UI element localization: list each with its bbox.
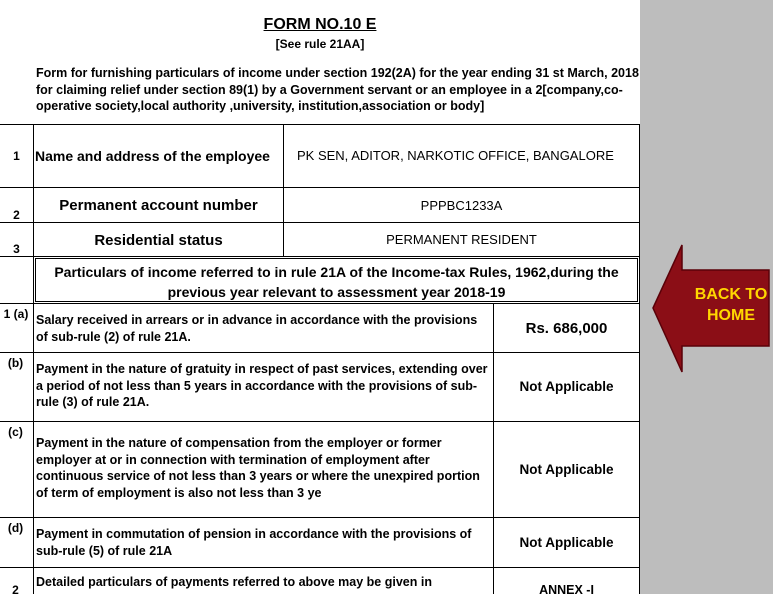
item-d-number-cell xyxy=(0,517,34,568)
row-1-number: 1 xyxy=(13,149,20,163)
form-subtitle: [See rule 21AA] xyxy=(275,37,365,51)
row-2-number: 2 xyxy=(13,208,20,222)
row-3-value-cell[interactable] xyxy=(283,222,640,257)
back-to-home-button[interactable] xyxy=(652,244,770,374)
item-b-description: Payment in the nature of gratuity in respect of past services, extending over a period of not less than 5 years in accordance with the provisions of sub-rule (3) of rule 21A. xyxy=(36,362,488,409)
item-c-value-cell[interactable] xyxy=(493,421,640,518)
particulars-heading-cell xyxy=(33,256,640,304)
row-3-number: 3 xyxy=(13,242,20,256)
row-2-label-cell xyxy=(33,187,284,223)
particulars-heading: Particulars of income referred to in rule 21A of the Income-tax Rules, 1962,during the previous year relevant to assessment year 2018-19 xyxy=(54,264,619,300)
item-d-description: Payment in commutation of pension in accordance with the provisions of sub-rule (5) of rule 21A xyxy=(36,527,472,558)
item-c-number-cell xyxy=(0,421,34,518)
gratuity-status: Not Applicable xyxy=(519,379,614,394)
residential-status-label: Residential status xyxy=(94,232,223,249)
item-a-desc-cell xyxy=(33,303,494,353)
item-a-value-cell[interactable] xyxy=(493,303,640,353)
employee-name-label: Name and address of the employee xyxy=(35,148,270,164)
item-b-value-cell[interactable] xyxy=(493,352,640,422)
compensation-status: Not Applicable xyxy=(519,462,614,477)
item-d-number: (d) xyxy=(7,521,24,535)
home-line: HOME xyxy=(707,307,755,324)
residential-status-value: PERMANENT RESIDENT xyxy=(386,232,537,247)
pan-label: Permanent account number xyxy=(59,197,258,214)
item-d-value-cell[interactable] xyxy=(493,517,640,568)
item-d-desc-cell xyxy=(33,517,494,568)
item-2-value-cell[interactable] xyxy=(493,567,640,594)
row-1-number-cell xyxy=(0,124,34,188)
item-b-desc-cell xyxy=(33,352,494,422)
item-2-description: Detailed particulars of payments referred to above may be given in xyxy=(36,575,432,589)
item-2-number: 2 xyxy=(12,583,19,594)
back-to-home-label xyxy=(688,284,773,326)
row-1-value-cell[interactable] xyxy=(283,124,640,188)
employee-name-value: PK SEN, ADITOR, NARKOTIC OFFICE, BANGALORE xyxy=(297,148,614,163)
pan-value: PPPBC1233A xyxy=(420,198,503,213)
row-1-label-cell xyxy=(33,124,284,188)
item-a-number: 1 (a) xyxy=(3,307,29,321)
row-2-value-cell[interactable] xyxy=(283,187,640,223)
item-a-description: Salary received in arrears or in advance in accordance with the provisions of sub-rule (2) of rule 21A. xyxy=(36,313,478,344)
heading-number-cell xyxy=(0,256,34,304)
annex-reference: ANNEX -I xyxy=(539,583,594,594)
form-title: FORM NO.10 E xyxy=(263,16,377,33)
arrears-amount: Rs. 686,000 xyxy=(525,320,608,337)
item-c-description: Payment in the nature of compensation from the employer or former employer at or in connection with termination of employment after continuous service of not less than 3 years or where the unexpired portion of term of employment is also not less than 3 ye xyxy=(36,436,480,500)
item-b-number: (b) xyxy=(7,356,24,370)
item-a-number-cell xyxy=(0,303,34,353)
form-intro: Form for furnishing particulars of income under section 192(2A) for the year ending 31 st March, 2018 for claiming relief under section 89(1) by a Government servant or an employee in a 2[company,co-operative society,local authority ,university, institution,association or body] xyxy=(36,66,639,113)
pension-status: Not Applicable xyxy=(519,535,614,550)
item-2-number-cell xyxy=(0,567,34,594)
item-c-desc-cell xyxy=(33,421,494,518)
item-c-number: (c) xyxy=(8,425,23,439)
back-to-line: BACK TO xyxy=(694,286,768,303)
row-3-label-cell xyxy=(33,222,284,257)
item-b-number-cell xyxy=(0,352,34,422)
row-3-number-cell xyxy=(0,222,34,257)
row-2-number-cell xyxy=(0,187,34,223)
item-2-desc-cell xyxy=(33,567,494,594)
